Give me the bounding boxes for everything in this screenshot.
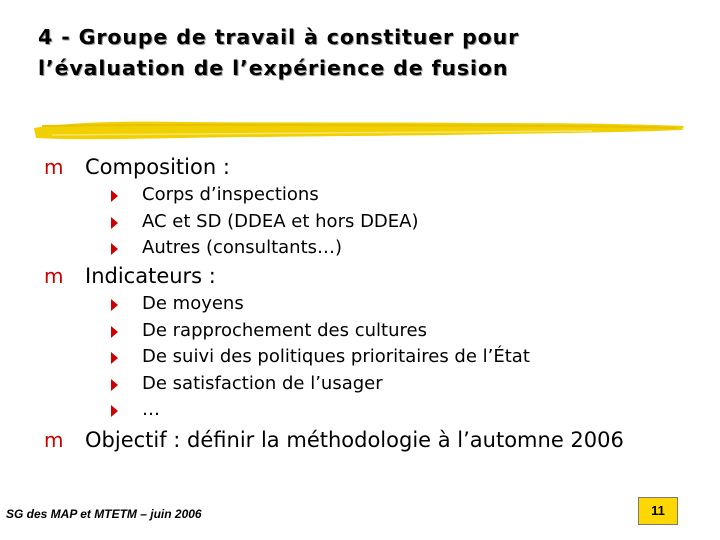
page-number-badge: 11 bbox=[638, 497, 678, 525]
list-item-label: AC et SD (DDEA et hors DDEA) bbox=[142, 210, 419, 232]
m-bullet-icon: m bbox=[44, 155, 64, 179]
triangle-right-icon bbox=[111, 217, 118, 229]
list-item-label: Corps d’inspections bbox=[142, 184, 319, 205]
triangle-right-icon bbox=[111, 405, 118, 417]
list-item-label: De rapprochement des cultures bbox=[142, 319, 427, 341]
footer-text: SG des MAP et MTETM – juin 2006 bbox=[6, 507, 202, 521]
triangle-right-icon bbox=[111, 326, 118, 338]
list-item-label: … bbox=[142, 399, 160, 420]
section-label: Composition : bbox=[85, 155, 230, 179]
section-label: Objectif : définir la méthodologie à l’automne 2006 bbox=[85, 428, 624, 452]
m-bullet-icon: m bbox=[44, 264, 64, 288]
title-line-1: 4 - Groupe de travail à constituer pour bbox=[38, 25, 520, 49]
list-item-label: Autres (consultants…) bbox=[142, 237, 343, 258]
m-bullet-icon: m bbox=[44, 428, 64, 452]
triangle-right-icon bbox=[111, 352, 118, 364]
triangle-right-icon bbox=[111, 190, 118, 202]
list-item-label: De suivi des politiques prioritaires de l’État bbox=[142, 346, 530, 367]
triangle-right-icon bbox=[111, 379, 118, 391]
list-item-label: De moyens bbox=[142, 293, 244, 314]
slide-title bbox=[38, 22, 688, 84]
yellow-brush-stroke bbox=[32, 114, 686, 144]
triangle-right-icon bbox=[111, 299, 118, 311]
triangle-right-icon bbox=[111, 243, 118, 255]
list-item-label: De satisfaction de l’usager bbox=[142, 372, 383, 394]
title-line-2: l’évaluation de l’expérience de fusion bbox=[38, 56, 509, 80]
section-label: Indicateurs : bbox=[85, 264, 216, 288]
